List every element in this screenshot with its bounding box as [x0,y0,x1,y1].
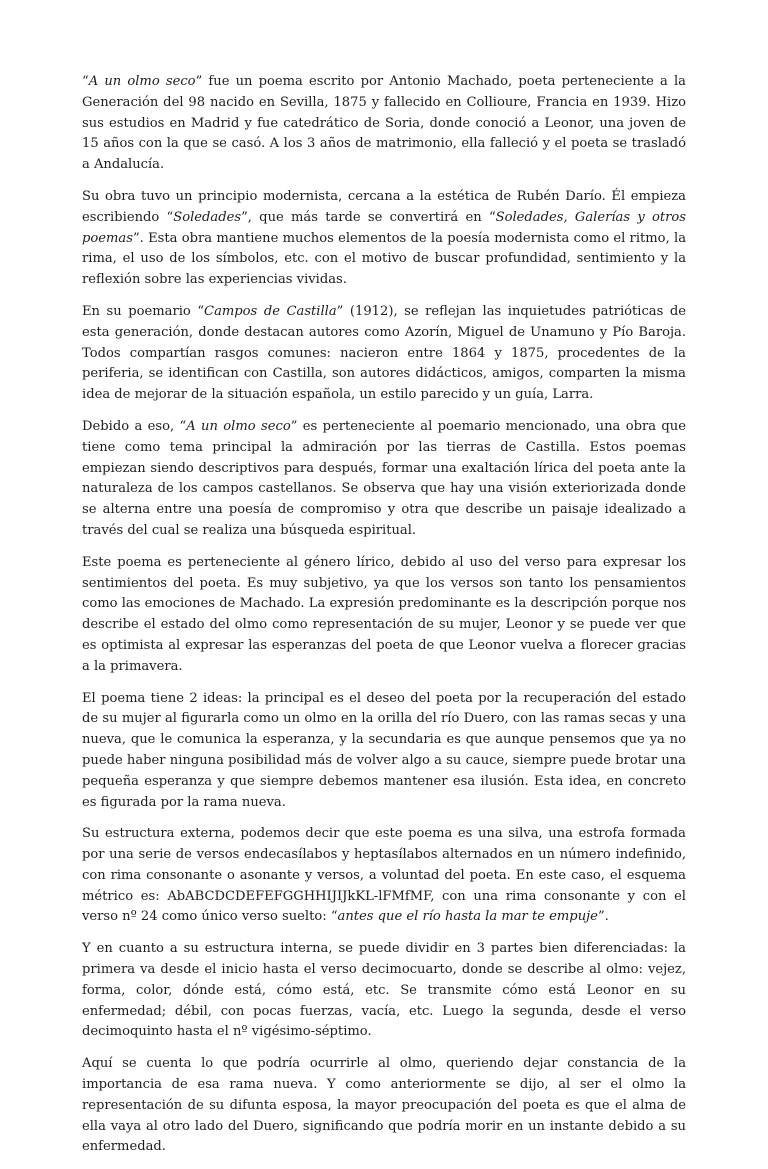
paragraph-text: ”, que más tarde se convertirá en “ [241,209,496,225]
document-body [82,72,686,1169]
paragraph-text: El poema tiene 2 ideas: la principal es el deseo del poeta por la recuperación del estado de su mujer al figurarla como un olmo en la orilla del río Duero, con las ramas secas y una nueva, que le comunica la esperanza, y la secundaria es que aunque pensemos que ya no puede haber ninguna posibilidad más de volver algo a su cauce, siempre puede brotar una pequeña esperanza y que siempre debemos mantener esa ilusión. Esta idea, en concreto es figurada por la rama nueva. [82,690,686,810]
paragraph-campos-de-castilla [82,302,686,406]
paragraph-text: ” es perteneciente al poemario mencionado, una obra que tiene como tema principal la admiración por las tierras de Castilla. Estos poemas empiezan siendo descriptivos para después, formar una exaltación lírica del poeta ante la naturaleza de los campos castellanos. Se observa que hay una visión exteriorizada donde se alterna entre una poesía de compromiso y otra que describe un paisaje idealizado a través del cual se realiza una búsqueda espiritual. [82,418,686,538]
paragraph-text: Su estructura externa, podemos decir que este poema es una silva, una estrofa formada por una serie de versos endecasílabos y heptasílabos alternados en un número indefinido, con rima consonante o asonante y versos, a voluntad del poeta. En este caso, el esquema métrico es: AbABCDCDEFEFGGHHIJIJkKL-lFMfMF, con una rima consonante y con el verso nº 24 como único verso suelto: “ [82,826,686,925]
paragraph-text: ” (1912), se reflejan las inquietudes patrióticas de esta generación, donde destacan autores como Azorín, Miguel de Unamuno y Pío Baroja. Todos compartían rasgos comunes: nacieron entre 1864 y 1875, procedentes de la periferia, se identifican con Castilla, son autores didácticos, amigos, comparten la misma idea de mejorar de la situación española, un estilo parecido y un guía, Larra. [82,303,686,403]
paragraph-tema [82,417,686,542]
paragraph-estructura-externa [82,824,686,928]
paragraph-estructura-interna [82,939,686,1043]
italic-title-text: Campos de Castilla [204,303,337,319]
paragraph-genero [82,553,686,678]
italic-title-text: A un olmo seco [88,74,196,89]
paragraph-ideas [82,689,686,814]
paragraph-text: “ [82,74,89,89]
paragraph-text: Su obra tuvo un principio modernista, cercana a la estética de Rubén Darío. Él empieza escribiendo “ [82,188,686,225]
paragraph-text: ”. [597,909,609,925]
paragraph-text: Este poema es perteneciente al género lírico, debido al uso del verso para expresar los sentimientos del poeta. Es muy subjetivo, ya que los versos son tanto los pensamientos como las emociones de Machado. La expresión predominante es la descripción porque nos describe el estado del olmo como representación de su mujer, Leonor y se puede ver que es optimista al expresar las esperanzas del poeta de que Leonor vuelva a florecer gracias a la primavera. [82,554,686,674]
paragraph-text: ”. Esta obra mantiene muchos elementos de la poesía modernista como el ritmo, la rima, el uso de los símbolos, etc. con el motivo de buscar profundidad, sentimiento y la reflexión sobre las experiencias vividas. [82,230,686,288]
paragraph-text: En su poemario “ [82,303,205,319]
italic-title-text: A un olmo seco [186,418,291,434]
paragraph-text: Aquí se cuenta lo que podría ocurrirle al olmo, queriendo dejar constancia de la importancia de esa rama nueva. Y como anteriormente se dijo, al ser el olmo la representación de su difunta esposa, la mayor preocupación del poeta es que el alma de ella vaya al otro lado del Duero, significando que podría morir en un instante debido a su enfermedad. [82,1056,686,1155]
paragraph-text: Debido a eso, “ [82,418,187,434]
italic-title-text: Soledades, Galerías y otros poemas [82,209,686,246]
paragraph-conclusion [82,1054,686,1158]
italic-title-text: Soledades [173,209,242,225]
paragraph-intro [82,72,686,176]
italic-title-text: antes que el río hasta la mar te empuje [337,909,598,925]
paragraph-text: ” fue un poema escrito por Antonio Machado, poeta perteneciente a la Generación del 98 nacido en Sevilla, 1875 y fallecido en Collioure, Francia en 1939. Hizo sus estudios en Madrid y fue catedrático de Soria, donde conoció a Leonor, una joven de 15 años con la que se casó. A los 3 años de matrimonio, ella falleció y el poeta se trasladó a Andalucía. [82,74,686,173]
paragraph-obra [82,187,686,291]
paragraph-text: Y en cuanto a su estructura interna, se puede dividir en 3 partes bien diferenciadas: la primera va desde el inicio hasta el verso decimocuarto, donde se describe al olmo: vejez, forma, color, dónde está, cómo está, etc. Se transmite cómo está Leonor en su enfermedad; débil, con pocas fuerzas, vacía, etc. Luego la segunda, desde el verso decimoquinto hasta el nº vigésimo-séptimo. [82,941,686,1040]
